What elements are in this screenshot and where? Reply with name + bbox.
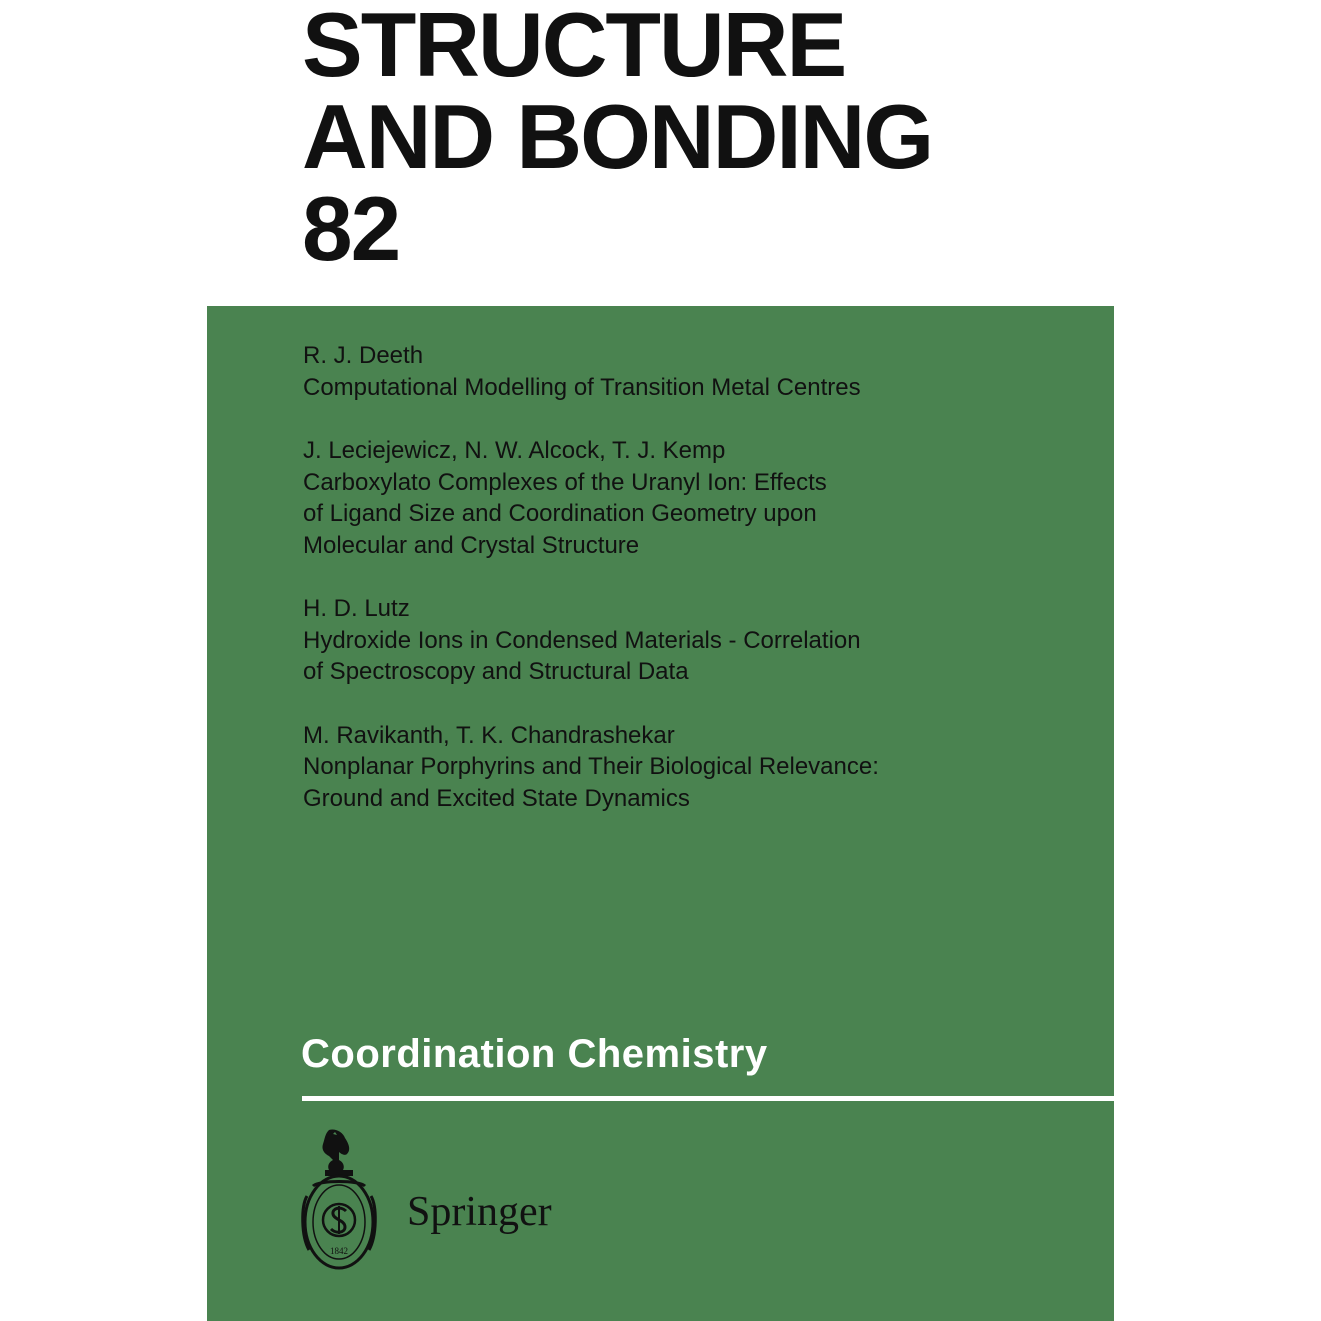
contents-entry <box>303 593 1063 688</box>
contents-entry <box>303 720 1063 815</box>
volume-subtitle: Coordination Chemistry <box>301 1032 768 1076</box>
entry-title-line: Hydroxide Ions in Condensed Materials - Correlation <box>303 626 861 654</box>
entry-title-line: Carboxylato Complexes of the Uranyl Ion: Effects <box>303 468 827 496</box>
publisher-block <box>299 1126 619 1276</box>
entry-authors: M. Ravikanth, T. K. Chandrashekar <box>303 721 675 749</box>
publisher-name: Springer <box>407 1189 552 1235</box>
entry-authors: J. Leciejewicz, N. W. Alcock, T. J. Kemp <box>303 437 726 464</box>
contents-entry <box>303 340 1063 403</box>
series-title-line-1: STRUCTURE <box>302 0 846 96</box>
series-title-line-2: AND BONDING <box>302 87 933 188</box>
entry-title-line: Computational Modelling of Transition Metal Centres <box>303 373 861 401</box>
entry-title-line: Molecular and Crystal Structure <box>303 531 640 559</box>
volume-number: 82 <box>302 179 400 280</box>
entry-title-line: of Spectroscopy and Structural Data <box>303 658 689 685</box>
contents-entry <box>303 435 1063 561</box>
series-title <box>302 0 933 280</box>
entry-title-line: Nonplanar Porphyrins and Their Biological Relevance: <box>303 753 879 780</box>
logo-year-text: 1842 <box>330 1246 348 1256</box>
entry-authors: H. D. Lutz <box>303 595 410 622</box>
entry-title-line: of Ligand Size and Coordination Geometry upon <box>303 500 817 527</box>
divider-rule <box>302 1096 1114 1101</box>
springer-knight-logo-icon <box>299 1126 379 1272</box>
green-panel <box>207 306 1114 1321</box>
entry-title-line: Ground and Excited State Dynamics <box>303 784 690 812</box>
table-of-contents <box>303 340 1063 846</box>
entry-authors: R. J. Deeth <box>303 342 424 369</box>
